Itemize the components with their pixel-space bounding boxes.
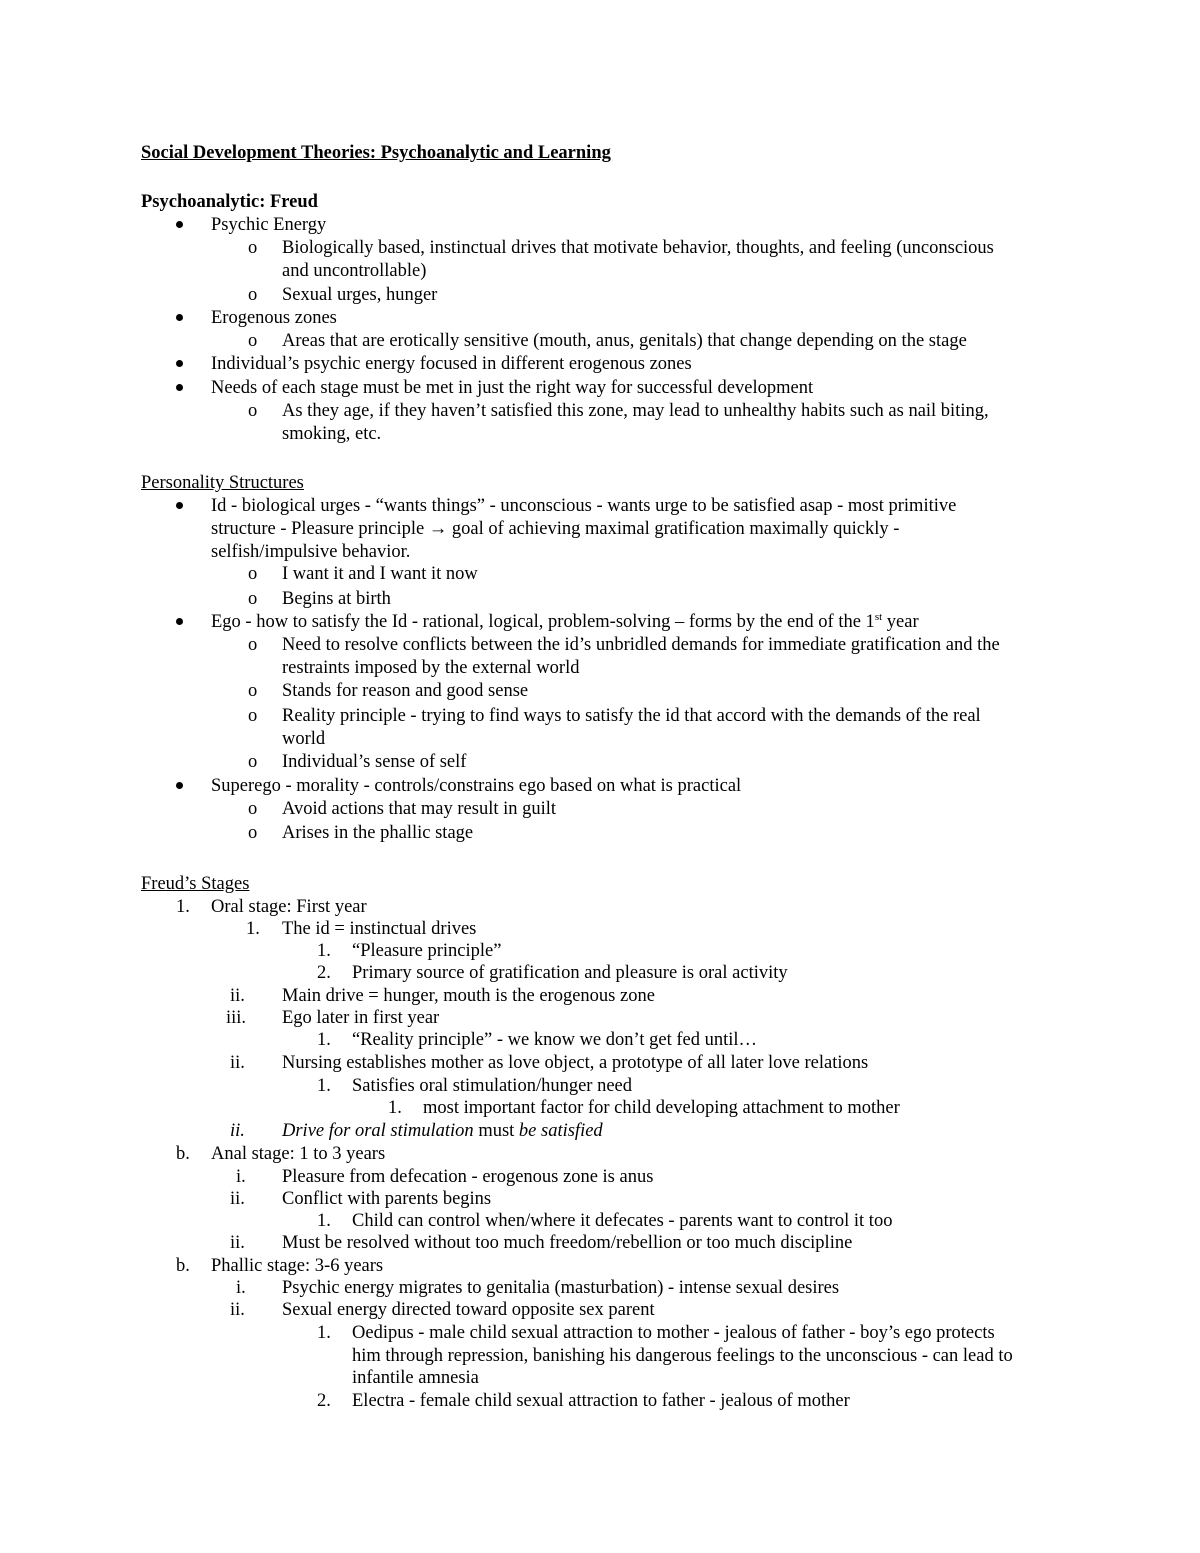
list-item-continued: selfish/impulsive behavior. <box>211 542 411 562</box>
list-item-continued: him through repression, banishing his dangerous feelings to the unconscious - can lead to <box>352 1346 1013 1366</box>
sub-bullet-marker: o <box>248 681 258 701</box>
list-item: The id = instinctual drives <box>282 919 477 939</box>
ego-text: Ego - how to satisfy the Id - rational, logical, problem-solving – forms by the end of the 1 <box>211 612 875 632</box>
list-item: Id - biological urges - “wants things” - unconscious - wants urge to be satisfied asap - most primitive <box>211 496 957 516</box>
list-item: Pleasure from defecation - erogenous zone is anus <box>282 1167 654 1187</box>
list-item-continued: world <box>282 729 326 749</box>
list-item: Areas that are erotically sensitive (mouth, anus, genitals) that change depending on the stage <box>282 331 967 351</box>
list-item: Reality principle - trying to find ways to satisfy the id that accord with the demands of the real <box>282 706 981 726</box>
list-item: Main drive = hunger, mouth is the erogenous zone <box>282 986 655 1006</box>
list-marker: 2. <box>317 963 331 983</box>
list-item: Oral stage: First year <box>211 897 367 917</box>
list-marker: ii. <box>230 1053 245 1073</box>
list-marker: ii. <box>230 1121 245 1141</box>
list-marker: ii. <box>230 1189 245 1209</box>
list-item: Arises in the phallic stage <box>282 823 474 843</box>
list-marker: 1. <box>317 1076 331 1096</box>
document-title: Social Development Theories: Psychoanalytic and Learning <box>141 143 611 163</box>
list-item: Anal stage: 1 to 3 years <box>211 1144 386 1164</box>
list-marker: i. <box>236 1167 246 1187</box>
sub-bullet-marker: o <box>248 799 258 819</box>
list-item: Psychic Energy <box>211 215 327 235</box>
list-item: Begins at birth <box>282 589 391 609</box>
list-marker: i. <box>236 1278 246 1298</box>
list-item-continued: infantile amnesia <box>352 1368 479 1388</box>
list-marker: iii. <box>226 1008 247 1028</box>
section-heading-stages: Freud’s Stages <box>141 874 250 894</box>
bullet-icon <box>176 502 183 509</box>
section-heading-personality: Personality Structures <box>141 473 304 493</box>
list-item: “Pleasure principle” <box>352 941 502 961</box>
list-item: As they age, if they haven’t satisfied this zone, may lead to unhealthy habits such as nail biting, <box>282 401 989 421</box>
list-marker: b. <box>176 1256 190 1276</box>
list-item: Primary source of gratification and pleasure is oral activity <box>352 963 788 983</box>
list-item: Ego later in first year <box>282 1008 440 1028</box>
list-item: Phallic stage: 3-6 years <box>211 1256 384 1276</box>
bullet-icon <box>176 782 183 789</box>
bullet-icon <box>176 221 183 228</box>
list-item: Electra - female child sexual attraction to father - jealous of mother <box>352 1391 850 1411</box>
list-item-continued: smoking, etc. <box>282 424 382 444</box>
list-item: Must be resolved without too much freedom/rebellion or too much discipline <box>282 1233 853 1253</box>
list-marker: 1. <box>246 919 260 939</box>
list-item: Oedipus - male child sexual attraction to mother - jealous of father - boy’s ego protects <box>352 1323 995 1343</box>
sub-bullet-marker: o <box>248 589 258 609</box>
ego-text-end: year <box>882 612 919 632</box>
list-item: Stands for reason and good sense <box>282 681 529 701</box>
list-marker: 1. <box>176 897 190 917</box>
list-item: Need to resolve conflicts between the id’s unbridled demands for immediate gratification and the <box>282 635 1000 655</box>
list-marker: ii. <box>230 1233 245 1253</box>
list-item <box>211 611 919 634</box>
list-marker: 1. <box>317 1030 331 1050</box>
sub-bullet-marker: o <box>248 238 258 258</box>
list-marker: ii. <box>230 1300 245 1320</box>
emphasis-text: be satisfied <box>518 1121 603 1141</box>
sub-bullet-marker: o <box>248 635 258 655</box>
bullet-icon <box>176 314 183 321</box>
list-marker: ii. <box>230 986 245 1006</box>
list-item: Biologically based, instinctual drives that motivate behavior, thoughts, and feeling (unconscious <box>282 238 994 258</box>
list-item: Individual’s sense of self <box>282 752 467 772</box>
sub-bullet-marker: o <box>248 285 258 305</box>
sub-bullet-marker: o <box>248 752 258 772</box>
list-marker: 2. <box>317 1391 331 1411</box>
list-item: “Reality principle” - we know we don’t get fed until… <box>352 1030 758 1050</box>
list-item: I want it and I want it now <box>282 564 478 584</box>
list-item <box>282 1120 603 1143</box>
bullet-icon <box>176 384 183 391</box>
list-item: Sexual energy directed toward opposite sex parent <box>282 1300 655 1320</box>
list-marker: b. <box>176 1144 190 1164</box>
list-item: Needs of each stage must be met in just the right way for successful development <box>211 378 814 398</box>
list-item: Sexual urges, hunger <box>282 285 438 305</box>
list-marker: 1. <box>317 941 331 961</box>
list-item: Satisfies oral stimulation/hunger need <box>352 1076 633 1096</box>
list-item-continued: and uncontrollable) <box>282 261 427 281</box>
list-item: Avoid actions that may result in guilt <box>282 799 557 819</box>
sub-bullet-marker: o <box>248 564 258 584</box>
sub-bullet-marker: o <box>248 331 258 351</box>
plain-text: must <box>473 1121 519 1141</box>
emphasis-text: Drive for oral stimulation <box>282 1121 474 1141</box>
sub-bullet-marker: o <box>248 823 258 843</box>
bullet-icon <box>176 360 183 367</box>
list-item: Nursing establishes mother as love object, a prototype of all later love relations <box>282 1053 869 1073</box>
sub-bullet-marker: o <box>248 401 258 421</box>
list-item-continued: restraints imposed by the external world <box>282 658 580 678</box>
bullet-icon <box>176 618 183 625</box>
list-item: Erogenous zones <box>211 308 337 328</box>
ordinal-suffix: st <box>874 610 883 623</box>
list-marker: 1. <box>388 1098 402 1118</box>
list-item: Conflict with parents begins <box>282 1189 492 1209</box>
sub-bullet-marker: o <box>248 706 258 726</box>
list-item: Individual’s psychic energy focused in different erogenous zones <box>211 354 692 374</box>
list-item: Child can control when/where it defecates - parents want to control it too <box>352 1211 893 1231</box>
list-marker: 1. <box>317 1323 331 1343</box>
list-item: Superego - morality - controls/constrains ego based on what is practical <box>211 776 742 796</box>
list-item: most important factor for child developing attachment to mother <box>423 1098 900 1118</box>
section-heading-psychoanalytic: Psychoanalytic: Freud <box>141 192 318 212</box>
list-item: Psychic energy migrates to genitalia (masturbation) - intense sexual desires <box>282 1278 840 1298</box>
list-marker: 1. <box>317 1211 331 1231</box>
list-item-continued: structure - Pleasure principle → goal of achieving maximal gratification maximally quickly - <box>211 519 900 539</box>
